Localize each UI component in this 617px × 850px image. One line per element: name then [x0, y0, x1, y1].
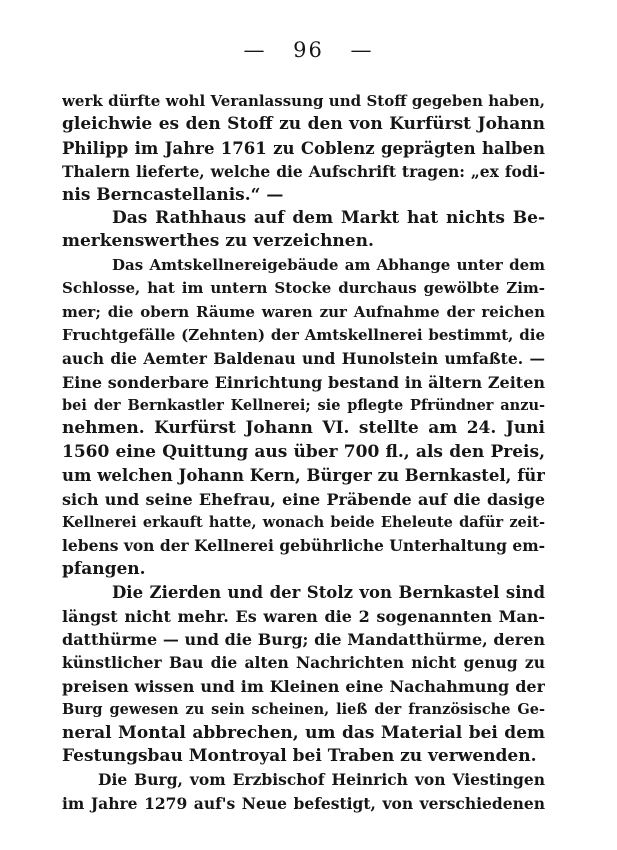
text-line: Die Burg, vom Erzbischof Heinrich von Viestingen [98, 770, 545, 790]
text-line: 1560 eine Quittung aus über 700 fl., als den Preis, [62, 441, 545, 462]
text-line: nis Berncastellanis.“ — [62, 184, 284, 205]
text-line: Eine sonderbare Einrichtung bestand in ältern Zeiten [62, 372, 545, 392]
text-line: werk dürfte wohl Veranlassung und Stoff gegeben haben, [62, 92, 545, 110]
text-line: bei der Bernkastler Kellnerei; sie pflegte Pfründner anzu- [62, 397, 545, 415]
text-line: Philipp im Jahre 1761 zu Coblenz geprägten halben [62, 138, 545, 158]
text-line: sich und seine Ehefrau, eine Präbende auf die dasige [62, 489, 545, 509]
text-line: mer; die obern Räume waren zur Aufnahme der reichen [62, 302, 545, 321]
text-line: um welchen Johann Kern, Bürger zu Bernkastel, für [62, 466, 545, 486]
text-line: Kellnerei erkauft hatte, wonach beide Eheleute dafür zeit- [62, 514, 545, 532]
text-line: gleichwie es den Stoff zu den von Kurfürst Johann [62, 114, 545, 135]
header-dash-right: — [350, 38, 374, 62]
page-number: 96 [293, 38, 324, 62]
text-line: im Jahre 1279 auf's Neue befestigt, von verschiedenen [62, 793, 545, 813]
text-line: nehmen. Kurfürst Johann VI. stellte am 24. Juni [62, 418, 545, 439]
text-line: neral Montal abbrechen, um das Material bei dem [62, 722, 545, 743]
text-line: Fruchtgefälle (Zehnten) der Amtskellnerei bestimmt, die [62, 325, 545, 344]
header-dash-left: — [243, 38, 267, 62]
text-line: datthürme — und die Burg; die Mandatthürme, deren [62, 629, 545, 649]
text-line: Schlosse, hat im untern Stocke durchaus gewölbte Zim- [62, 279, 545, 298]
text-line: lebens von der Kellnerei gebührliche Unterhaltung em- [62, 536, 545, 556]
text-line: Festungsbau Montroyal bei Traben zu verwenden. [62, 745, 537, 766]
body-text [62, 90, 545, 815]
page-header [0, 38, 617, 62]
text-line: künstlicher Bau die alten Nachrichten nicht genug zu [62, 653, 545, 673]
text-line: preisen wissen und im Kleinen eine Nachahmung der [62, 676, 545, 696]
text-line: pfangen. [62, 558, 146, 579]
text-line: Burg gewesen zu sein scheinen, ließ der französische Ge- [62, 701, 545, 719]
text-line: merkenswerthes zu verzeichnen. [62, 231, 374, 252]
text-line: Das Rathhaus auf dem Markt hat nichts Be- [112, 207, 545, 228]
text-line: längst nicht mehr. Es waren die 2 sogenannten Man- [62, 606, 545, 626]
text-line: Thalern lieferte, welche die Aufschrift tragen: „ex fodi- [62, 162, 545, 182]
text-line: Das Amtskellnereigebäude am Abhange unter dem [112, 255, 545, 274]
text-line: Die Zierden und der Stolz von Bernkastel sind [112, 583, 545, 603]
text-line: auch die Aemter Baldenau und Hunolstein umfaßte. — [62, 349, 545, 369]
